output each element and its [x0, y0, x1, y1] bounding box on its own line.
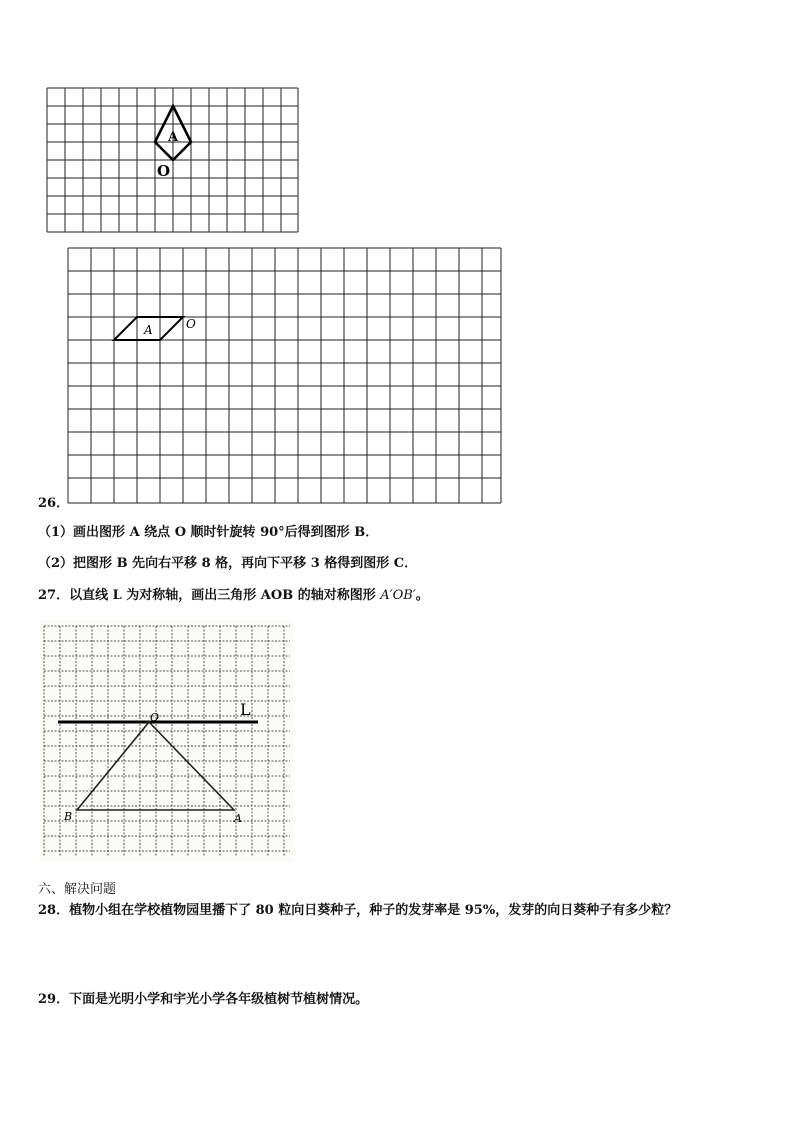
- point-b-label: B: [64, 810, 73, 823]
- q27-question: 27．以直线 L 为对称轴，画出三角形 AOB 的轴对称图形: [38, 588, 381, 603]
- point-o-label: O: [150, 711, 160, 724]
- line-l-label: L: [240, 700, 251, 719]
- q26-point-label: O: [186, 317, 196, 331]
- section-6-title: 六、解决问题: [38, 882, 117, 897]
- q27-end: 。: [415, 588, 429, 603]
- figure1-shape-label: A: [168, 130, 179, 145]
- q28-text: 28．植物小组在学校植物园里播下了 80 粒向日葵种子，种子的发芽率是 95%，发芽的向日葵种子有多少粒？: [38, 903, 678, 918]
- q29-text: 29．下面是光明小学和宇光小学各年级植树节植树情况。: [38, 992, 369, 1007]
- q26-task1: （1）画出图形 A 绕点 O 顺时针旋转 90°后得到图形 B．: [38, 525, 379, 540]
- q27-text: [38, 584, 429, 603]
- q26-grid: [66, 246, 504, 506]
- q26-grid-lines: [68, 248, 501, 503]
- q26-number: 26．: [38, 496, 70, 511]
- q26-task2: （2）把图形 B 先向右平移 8 格，再向下平移 3 格得到图形 C．: [38, 556, 418, 571]
- figure1-point-label: O: [157, 162, 171, 180]
- figure1-grid: [44, 86, 302, 234]
- point-a-label: A: [234, 812, 242, 825]
- q27-symbol: A′OB′: [380, 588, 416, 603]
- q27-grid: [40, 620, 294, 862]
- q26-shape-label: A: [144, 323, 153, 337]
